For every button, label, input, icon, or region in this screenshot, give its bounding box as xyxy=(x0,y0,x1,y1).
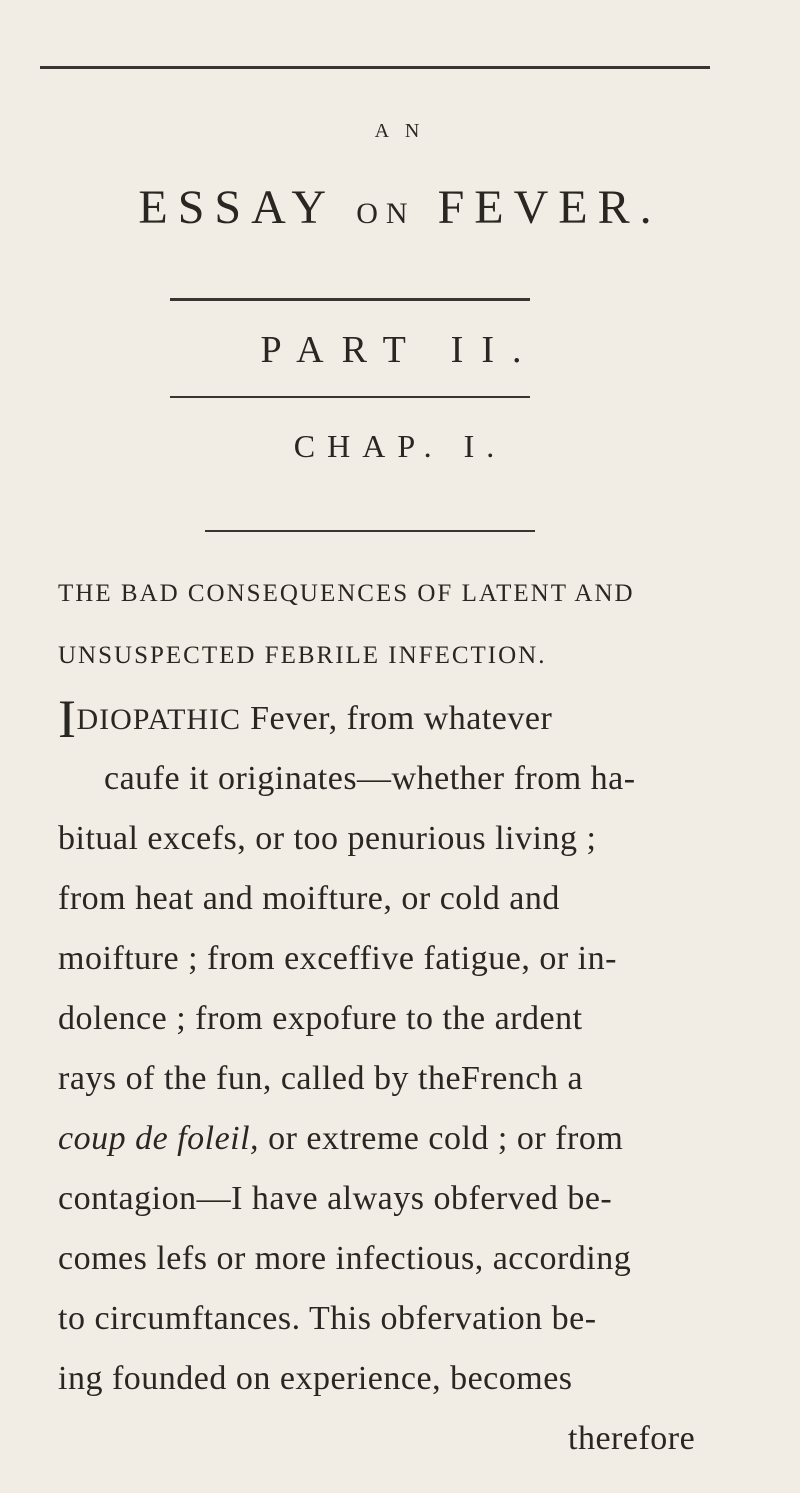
body-line-2: caufe it originates—whether from ha- xyxy=(104,760,636,797)
chapter-subheading-line-1: THE BAD CONSEQUENCES OF LATENT AND xyxy=(58,580,635,607)
title-article: A N xyxy=(374,120,426,142)
body-line-1 xyxy=(58,689,553,749)
part-rule-top xyxy=(170,298,530,301)
chapter-rule xyxy=(205,530,535,532)
part-rule-bottom xyxy=(170,396,530,398)
title-word-essay: ESSAY xyxy=(138,181,335,234)
body-line-11: to circumftances. This obfervation be- xyxy=(58,1300,597,1337)
body-line-8 xyxy=(58,1120,623,1158)
catchword: therefore xyxy=(568,1420,696,1457)
body-line-10: comes lefs or more infectious, according xyxy=(58,1240,632,1277)
title-word-fever: FEVER. xyxy=(437,181,662,234)
top-rule xyxy=(40,66,710,69)
part-heading: PART II. xyxy=(260,329,540,371)
chapter-subheading-line-2: UNSUSPECTED FEBRILE INFECTION. xyxy=(58,642,547,669)
body-line-8-italic: coup de foleil, xyxy=(58,1120,260,1157)
body-line-9: contagion—I have always obferved be- xyxy=(58,1180,613,1217)
body-line-1-caps: DIOPATHIC xyxy=(76,703,242,736)
body-line-7: rays of the fun, called by theFrench a xyxy=(58,1060,584,1097)
body-line-6: dolence ; from expofure to the ardent xyxy=(58,1000,583,1037)
body-line-8-rest: or extreme cold ; or from xyxy=(259,1120,624,1157)
page-title xyxy=(0,180,800,235)
title-word-on: ON xyxy=(356,197,416,230)
drop-initial: I xyxy=(58,689,77,749)
body-line-4: from heat and moifture, or cold and xyxy=(58,880,560,917)
body-line-1-rest: Fever, from whatever xyxy=(241,700,553,737)
body-line-12: ing founded on experience, becomes xyxy=(58,1360,573,1397)
chapter-heading: CHAP. I. xyxy=(293,428,507,464)
body-line-3: bitual excefs, or too penurious living ; xyxy=(58,820,597,857)
body-line-5: moifture ; from exceffive fatigue, or in- xyxy=(58,940,617,977)
